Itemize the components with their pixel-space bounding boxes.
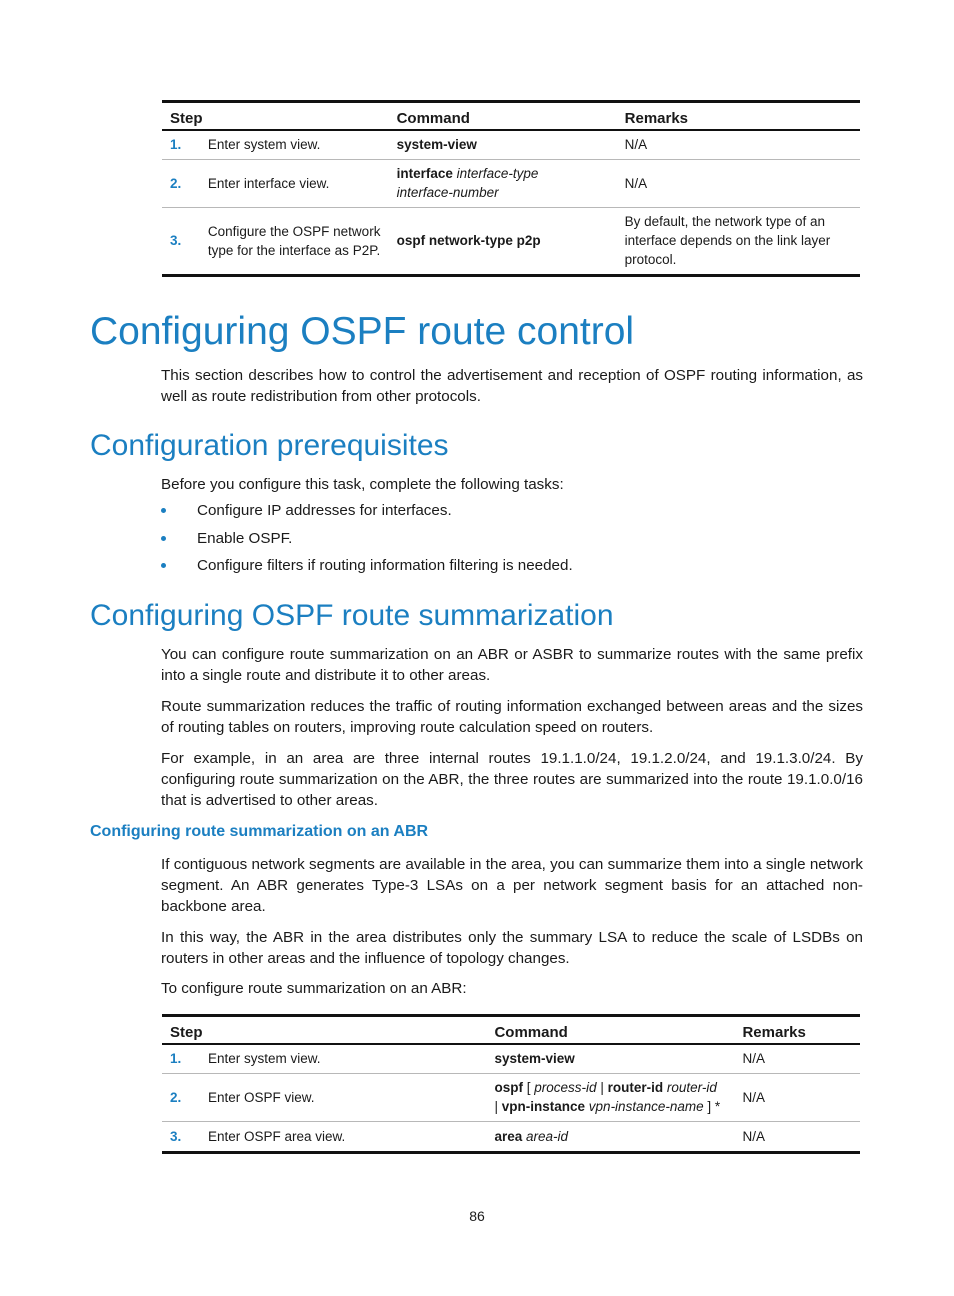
intro-paragraph: This section describes how to control the advertisement and reception of OSPF routing information, as well as route redistribution from other protocols. <box>161 367 863 405</box>
command-cell <box>486 1044 734 1073</box>
command-cell <box>389 159 617 207</box>
step-number: 1. <box>162 1044 194 1073</box>
section-heading-summarization: Configuring OSPF route summarization <box>90 599 614 632</box>
command-keyword: system-view <box>494 1051 575 1067</box>
list-item-text: Enable OSPF. <box>197 529 293 547</box>
remarks-cell: N/A <box>734 1044 860 1073</box>
table-row <box>162 1044 860 1073</box>
subsection-heading-abr: Configuring route summarization on an ABR <box>90 823 429 840</box>
command-keyword: ospf <box>494 1080 523 1095</box>
remarks-cell: N/A <box>617 130 860 159</box>
step-number: 3. <box>162 207 194 275</box>
command-argument: interface-number <box>396 185 499 200</box>
command-keyword: system-view <box>396 137 477 153</box>
command-keyword: router-id <box>607 1080 664 1095</box>
col-header-step: Step <box>162 1016 486 1045</box>
prerequisites-list <box>161 500 573 583</box>
step-text: Enter OSPF view. <box>194 1073 486 1121</box>
step-number: 2. <box>162 159 194 207</box>
command-table-abr <box>162 1014 860 1154</box>
command-argument: area-id <box>526 1128 569 1144</box>
command-separator: | <box>600 1080 604 1095</box>
step-number: 3. <box>162 1121 194 1152</box>
command-argument: vpn-instance-name <box>588 1099 704 1114</box>
command-separator: | <box>494 1099 498 1114</box>
list-item <box>161 500 573 528</box>
table-row <box>162 159 860 207</box>
section-heading-prerequisites: Configuration prerequisites <box>90 429 449 462</box>
table-row <box>162 207 860 275</box>
command-argument: process-id <box>534 1080 597 1095</box>
prerequisites-lead: Before you configure this task, complete the following tasks: <box>161 476 564 493</box>
step-text: Enter OSPF area view. <box>194 1121 486 1152</box>
command-table-interface <box>162 100 860 277</box>
remarks-cell: By default, the network type of an interface depends on the link layer protocol. <box>617 207 860 275</box>
remarks-cell: N/A <box>734 1073 860 1121</box>
table-row <box>162 130 860 159</box>
page-number: 86 <box>469 1208 485 1224</box>
step-text: Enter system view. <box>194 130 389 159</box>
col-header-remarks: Remarks <box>617 102 860 131</box>
command-argument: router-id <box>666 1080 717 1095</box>
col-header-command: Command <box>389 102 617 131</box>
col-header-command: Command <box>486 1016 734 1045</box>
abr-paragraph-2: In this way, the ABR in the area distributes only the summary LSA to reduce the scale of LSDBs on routers in other areas and the influence of topology changes. <box>161 929 863 967</box>
page-title: Configuring OSPF route control <box>90 310 635 353</box>
table-row <box>162 1121 860 1152</box>
bullet-icon <box>161 508 166 513</box>
command-argument: interface-type <box>456 166 539 181</box>
step-number: 1. <box>162 130 194 159</box>
command-cell <box>389 207 617 275</box>
col-header-step: Step <box>162 102 389 131</box>
remarks-cell: N/A <box>734 1121 860 1152</box>
bullet-icon <box>161 536 166 541</box>
col-header-remarks: Remarks <box>734 1016 860 1045</box>
command-cell <box>486 1073 734 1121</box>
command-cell <box>486 1121 734 1152</box>
list-item <box>161 528 573 556</box>
table-row <box>162 1073 860 1121</box>
step-text: Configure the OSPF network type for the interface as P2P. <box>194 207 389 275</box>
summarization-paragraph-1: You can configure route summarization on an ABR or ASBR to summarize routes with the same prefix into a single route and distribute it to other areas. <box>161 646 863 684</box>
command-cell <box>389 130 617 159</box>
step-text: Enter interface view. <box>194 159 389 207</box>
summarization-paragraph-2: Route summarization reduces the traffic of routing information exchanged between areas and the sizes of routing tables on routers, improving route calculation speed on routers. <box>161 698 863 736</box>
list-item-text: Configure IP addresses for interfaces. <box>197 502 452 519</box>
bullet-icon <box>161 563 166 568</box>
command-keyword: area <box>494 1128 523 1144</box>
list-item <box>161 555 573 583</box>
step-text: Enter system view. <box>194 1044 486 1073</box>
command-keyword: interface <box>396 166 453 181</box>
list-item-text: Configure filters if routing information filtering is needed. <box>197 557 573 574</box>
command-keyword: vpn-instance <box>501 1099 586 1114</box>
command-keyword: ospf network-type p2p <box>396 233 541 248</box>
command-bracket: [ <box>526 1080 531 1095</box>
step-number: 2. <box>162 1073 194 1121</box>
abr-paragraph-3: To configure route summarization on an ABR: <box>161 980 467 997</box>
summarization-paragraph-3: For example, in an area are three internal routes 19.1.1.0/24, 19.1.2.0/24, and 19.1.3.0/24. By configuring route summarization on the ABR, the three routes are summarized into the route 19.1.0.0/16 that is advertised to other areas. <box>161 750 863 809</box>
remarks-cell: N/A <box>617 159 860 207</box>
abr-paragraph-1: If contiguous network segments are available in the area, you can summarize them into a single network segment. An ABR generates Type-3 LSAs on a per network segment basis for an attached non-backbone area. <box>161 856 863 915</box>
command-bracket: ] * <box>707 1099 721 1114</box>
